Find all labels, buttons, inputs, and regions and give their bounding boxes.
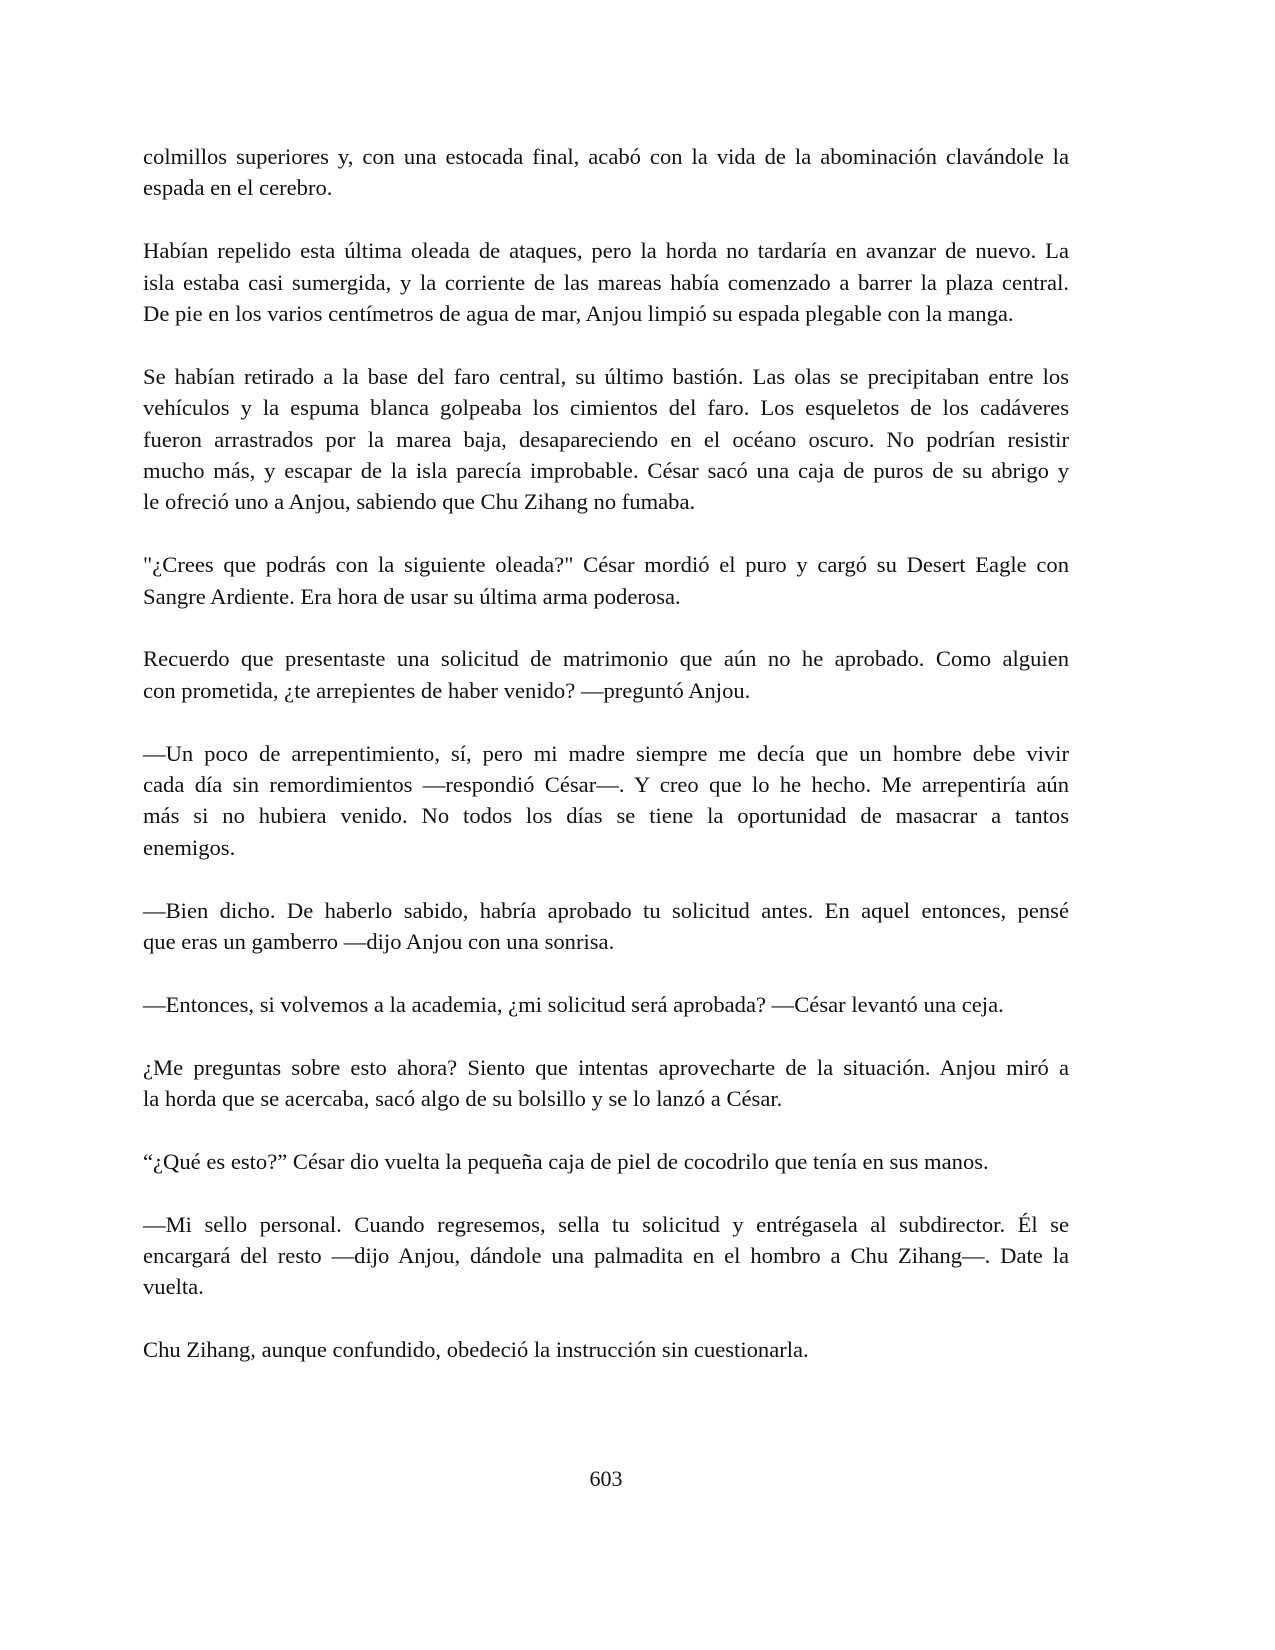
text-line: —Bien dicho. De haberlo sabido, habría aprobado tu solicitud antes. En aquel entonces, pensé bbox=[143, 897, 1069, 923]
text-line: Se habían retirado a la base del faro central, su último bastión. Las olas se precipitaban entre los bbox=[143, 363, 1069, 389]
paragraph bbox=[143, 738, 1069, 864]
paragraph bbox=[143, 549, 1069, 612]
text-line: isla estaba casi sumergida, y la corriente de las mareas había comenzado a barrer la plaza central. bbox=[143, 269, 1069, 295]
text-line: —Entonces, si volvemos a la academia, ¿mi solicitud será aprobada? —César levantó una ceja. bbox=[143, 991, 1004, 1017]
text-line: vehículos y la espuma blanca golpeaba los cimientos del faro. Los esqueletos de los cadáveres bbox=[143, 395, 1069, 421]
text-line: Chu Zihang, aunque confundido, obedeció la instrucción sin cuestionarla. bbox=[143, 1337, 809, 1363]
paragraph bbox=[143, 141, 1069, 204]
text-line: Recuerdo que presentaste una solicitud de matrimonio que aún no he aprobado. Como alguien bbox=[143, 646, 1069, 672]
text-line: enemigos. bbox=[143, 834, 236, 860]
text-line: con prometida, ¿te arrepientes de haber venido? —preguntó Anjou. bbox=[143, 677, 751, 703]
text-line: —Mi sello personal. Cuando regresemos, sella tu solicitud y entrégasela al subdirector. Él se bbox=[143, 1211, 1069, 1237]
page-number: 603 bbox=[589, 1466, 623, 1491]
text-line: la horda que se acercaba, sacó algo de su bolsillo y se lo lanzó a César. bbox=[143, 1086, 783, 1112]
text-line: Sangre Ardiente. Era hora de usar su última arma poderosa. bbox=[143, 583, 681, 609]
paragraph bbox=[143, 1052, 1069, 1115]
text-line: Habían repelido esta última oleada de ataques, pero la horda no tardaría en avanzar de nuevo. La bbox=[143, 238, 1069, 264]
text-line: ¿Me preguntas sobre esto ahora? Siento que intentas aprovecharte de la situación. Anjou miró a bbox=[143, 1054, 1069, 1080]
paragraph bbox=[143, 1209, 1069, 1303]
paragraph bbox=[143, 989, 1069, 1020]
text-line: espada en el cerebro. bbox=[143, 175, 333, 201]
text-line: vuelta. bbox=[143, 1274, 204, 1300]
paragraph bbox=[143, 895, 1069, 958]
paragraph bbox=[143, 1146, 1069, 1177]
text-line: De pie en los varios centímetros de agua de mar, Anjou limpió su espada plegable con la manga. bbox=[143, 301, 1014, 327]
text-line: colmillos superiores y, con una estocada final, acabó con la vida de la abominación clavándole la bbox=[143, 144, 1069, 169]
text-line: mucho más, y escapar de la isla parecía improbable. César sacó una caja de puros de su abrigo y bbox=[143, 458, 1069, 484]
text-line: "¿Crees que podrás con la siguiente oleada?" César mordió el puro y cargó su Desert Eagle con bbox=[143, 552, 1069, 578]
text-line: más si no hubiera venido. No todos los días se tiene la oportunidad de masacrar a tantos bbox=[143, 803, 1069, 829]
paragraph bbox=[143, 361, 1069, 518]
text-line: “¿Qué es esto?” César dio vuelta la pequeña caja de piel de cocodrilo que tenía en sus manos. bbox=[143, 1148, 989, 1174]
paragraph bbox=[143, 235, 1069, 329]
text-line: fueron arrastrados por la marea baja, desapareciendo en el océano oscuro. No podrían resistir bbox=[143, 426, 1069, 452]
text-line: le ofreció uno a Anjou, sabiendo que Chu Zihang no fumaba. bbox=[143, 489, 696, 515]
paragraph bbox=[143, 643, 1069, 706]
text-line: cada día sin remordimientos —respondió César—. Y creo que lo he hecho. Me arrepentiría aún bbox=[143, 772, 1069, 798]
text-line: que eras un gamberro —dijo Anjou con una sonrisa. bbox=[143, 929, 615, 955]
page-body bbox=[143, 141, 1069, 1397]
text-line: encargará del resto —dijo Anjou, dándole una palmadita en el hombro a Chu Zihang—. Date la bbox=[143, 1243, 1069, 1269]
text-line: —Un poco de arrepentimiento, sí, pero mi madre siempre me decía que un hombre debe vivir bbox=[143, 740, 1069, 766]
paragraph bbox=[143, 1334, 1069, 1365]
